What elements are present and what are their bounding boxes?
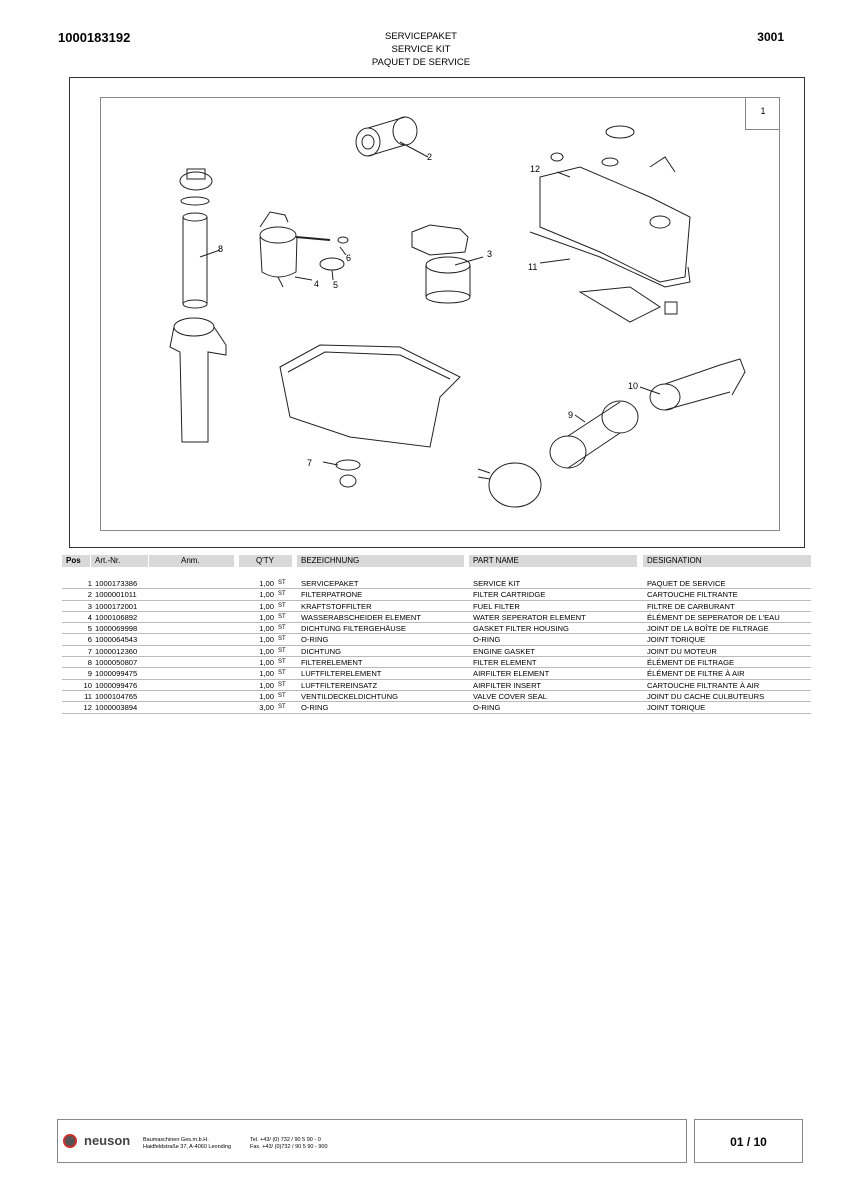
row-quantity: 1,00 [259, 601, 274, 611]
row-quantity: 1,00 [259, 691, 274, 701]
row-part-name: FILTER CARTRIDGE [473, 590, 546, 600]
row-article-number: 1000064543 [95, 635, 138, 645]
row-pos: 4 [87, 612, 92, 622]
exploded-parts-drawing [100, 97, 780, 531]
row-quantity: 1,00 [259, 669, 274, 679]
row-bezeichnung: FILTERPATRONE [301, 590, 363, 600]
company-name: Baumaschinen Ges.m.b.H. [143, 1137, 209, 1143]
contact-numbers [250, 1137, 328, 1151]
row-designation: JOINT TORIQUE [647, 703, 706, 713]
row-unit: ST [278, 692, 286, 699]
table-row [62, 691, 811, 702]
row-bezeichnung: O-RING [301, 635, 329, 645]
row-bezeichnung: KRAFTSTOFFILTER [301, 601, 372, 611]
fuel-filter-drawing [412, 225, 483, 303]
parts-table-header [62, 555, 811, 567]
row-unit: ST [278, 681, 286, 688]
row-unit: ST [278, 602, 286, 609]
table-row [62, 680, 811, 691]
table-row [62, 612, 811, 623]
row-pos: 2 [87, 590, 92, 600]
header-pos: Pos [62, 555, 90, 567]
row-article-number: 1000050807 [95, 658, 138, 668]
table-row [62, 601, 811, 612]
table-row [62, 702, 811, 713]
figure-number: 1 [760, 106, 766, 116]
row-part-name: VALVE COVER SEAL [473, 691, 547, 701]
brand-name: neuson [84, 1133, 131, 1148]
row-article-number: 1000099476 [95, 680, 138, 690]
title-de: SERVICEPAKET [385, 31, 457, 42]
row-bezeichnung: SERVICEPAKET [301, 579, 359, 588]
row-part-name: AIRFILTER ELEMENT [473, 669, 550, 679]
row-bezeichnung: LUFTFILTEREINSATZ [301, 680, 378, 690]
header-designation: DESIGNATION [643, 555, 811, 567]
row-designation: FILTRE DE CARBURANT [647, 601, 735, 611]
header-bezeichnung: BEZEICHNUNG [297, 555, 464, 567]
row-unit: ST [278, 659, 286, 666]
row-quantity: 1,00 [259, 646, 274, 656]
row-part-name: ENGINE GASKET [473, 646, 536, 656]
table-row [62, 623, 811, 634]
row-part-name: FILTER ELEMENT [473, 658, 537, 668]
row-part-name: O-RING [473, 635, 501, 645]
row-bezeichnung: O-RING [301, 703, 329, 713]
document-title [0, 30, 842, 69]
row-bezeichnung: VENTILDECKELDICHTUNG [301, 691, 399, 701]
callout-6: 6 [346, 253, 352, 263]
row-article-number: 1000069998 [95, 624, 138, 634]
water-separator-drawing [260, 212, 348, 287]
footer [57, 1119, 687, 1163]
row-designation: ÉLÉMENT DE SEPERATOR DE L'EAU [647, 612, 780, 622]
document-code: 3001 [757, 30, 784, 44]
row-bezeichnung: FILTERELEMENT [301, 658, 363, 668]
row-article-number: 1000172001 [95, 601, 138, 611]
callout-2: 2 [427, 152, 433, 162]
row-designation: ÉLÉMENT DE FILTRE À AIR [647, 669, 745, 679]
row-unit: ST [278, 613, 286, 620]
table-row [62, 634, 811, 645]
row-designation: ÉLÉMENT DE FILTRAGE [647, 658, 735, 668]
callout-10: 10 [628, 381, 639, 391]
callout-3: 3 [487, 249, 493, 259]
row-unit: ST [278, 625, 286, 632]
fax: Fax. +43/ (0)732 / 90 5 90 - 900 [250, 1144, 328, 1150]
callout-9: 9 [568, 410, 574, 420]
callout-4: 4 [314, 279, 320, 289]
row-designation: JOINT TORIQUE [647, 635, 706, 645]
row-quantity: 1,00 [259, 624, 274, 634]
row-pos: 8 [87, 658, 92, 668]
title-fr: PAQUET DE SERVICE [371, 57, 471, 68]
row-pos: 11 [84, 691, 92, 701]
row-pos: 7 [87, 646, 92, 656]
row-bezeichnung: DICHTUNG [301, 646, 342, 656]
row-part-name: GASKET FILTER HOUSING [473, 624, 569, 634]
row-pos: 10 [83, 680, 92, 690]
table-row [62, 589, 811, 600]
company-address [143, 1137, 231, 1151]
row-unit: ST [278, 591, 286, 598]
callout-11: 11 [528, 262, 538, 272]
header-qty: Q'TY [239, 555, 292, 567]
title-en: SERVICE KIT [391, 44, 451, 55]
neuson-logo-icon [63, 1134, 77, 1148]
row-unit: ST [278, 580, 286, 586]
row-quantity: 1,00 [259, 635, 274, 645]
row-article-number: 1000003894 [95, 703, 138, 713]
row-part-name: AIRFILTER INSERT [473, 680, 542, 690]
row-article-number: 1000099475 [95, 669, 138, 679]
callout-5: 5 [333, 280, 339, 290]
row-designation: CARTOUCHE FILTRANTE [647, 590, 738, 600]
document-number: 1000183192 [58, 30, 131, 45]
row-bezeichnung: LUFTFILTERELEMENT [301, 669, 382, 679]
callout-8: 8 [218, 244, 224, 254]
row-designation: JOINT DU MOTEUR [647, 646, 717, 656]
valve-cover-drawing [530, 126, 690, 322]
page-number: 01 / 10 [694, 1119, 803, 1163]
row-unit: ST [278, 670, 286, 677]
row-part-name: FUEL FILTER [473, 601, 520, 611]
header-art: Art.-Nr. [91, 555, 148, 567]
row-quantity: 1,00 [259, 612, 274, 622]
row-pos: 1 [87, 579, 92, 588]
row-article-number: 1000173386 [95, 579, 138, 588]
row-quantity: 1,00 [259, 579, 274, 588]
row-designation: CARTOUCHE FILTRANTE À AIR [647, 680, 760, 690]
filter-element-drawing [170, 169, 226, 442]
row-article-number: 1000001011 [95, 590, 137, 600]
row-quantity: 1,00 [259, 590, 274, 600]
callout-7: 7 [307, 458, 313, 468]
row-part-name: WATER SEPERATOR ELEMENT [473, 612, 586, 622]
row-part-name: O-RING [473, 703, 501, 713]
air-filter-drawing [478, 359, 745, 507]
row-quantity: 3,00 [259, 703, 274, 713]
row-unit: ST [278, 647, 286, 654]
row-unit: ST [278, 704, 286, 711]
row-pos: 9 [87, 669, 92, 679]
table-row [62, 646, 811, 657]
row-designation: PAQUET DE SERVICE [647, 579, 726, 588]
filter-cartridge-drawing [356, 117, 428, 157]
callout-12: 12 [530, 164, 541, 174]
telephone: Tel. +43/ (0) 732 / 90 5 90 - 0 [250, 1137, 321, 1143]
row-pos: 3 [87, 601, 92, 611]
row-designation: JOINT DU CACHE CULBUTEURS [647, 691, 765, 701]
row-unit: ST [278, 636, 286, 643]
row-designation: JOINT DE LA BOÎTE DE FILTRAGE [647, 624, 769, 634]
street-address: Haidfeldstraße 37, A-4060 Leonding [143, 1144, 232, 1150]
row-article-number: 1000012360 [95, 646, 138, 656]
header-part-name: PART NAME [469, 555, 637, 567]
row-pos: 6 [87, 635, 92, 645]
table-row [62, 668, 811, 679]
row-quantity: 1,00 [259, 658, 274, 668]
row-bezeichnung: WASSERABSCHEIDER ELEMENT [301, 612, 421, 622]
table-row [62, 578, 811, 589]
row-pos: 5 [87, 624, 92, 634]
parts-table [62, 578, 811, 714]
row-part-name: SERVICE KIT [473, 579, 521, 588]
row-pos: 12 [83, 703, 92, 713]
row-article-number: 1000104765 [95, 691, 138, 701]
row-bezeichnung: DICHTUNG FILTERGEHÄUSE [301, 624, 406, 634]
header-anm: Anm. [149, 555, 234, 567]
row-quantity: 1,00 [259, 680, 274, 690]
table-row [62, 657, 811, 668]
row-article-number: 1000106892 [95, 612, 138, 622]
